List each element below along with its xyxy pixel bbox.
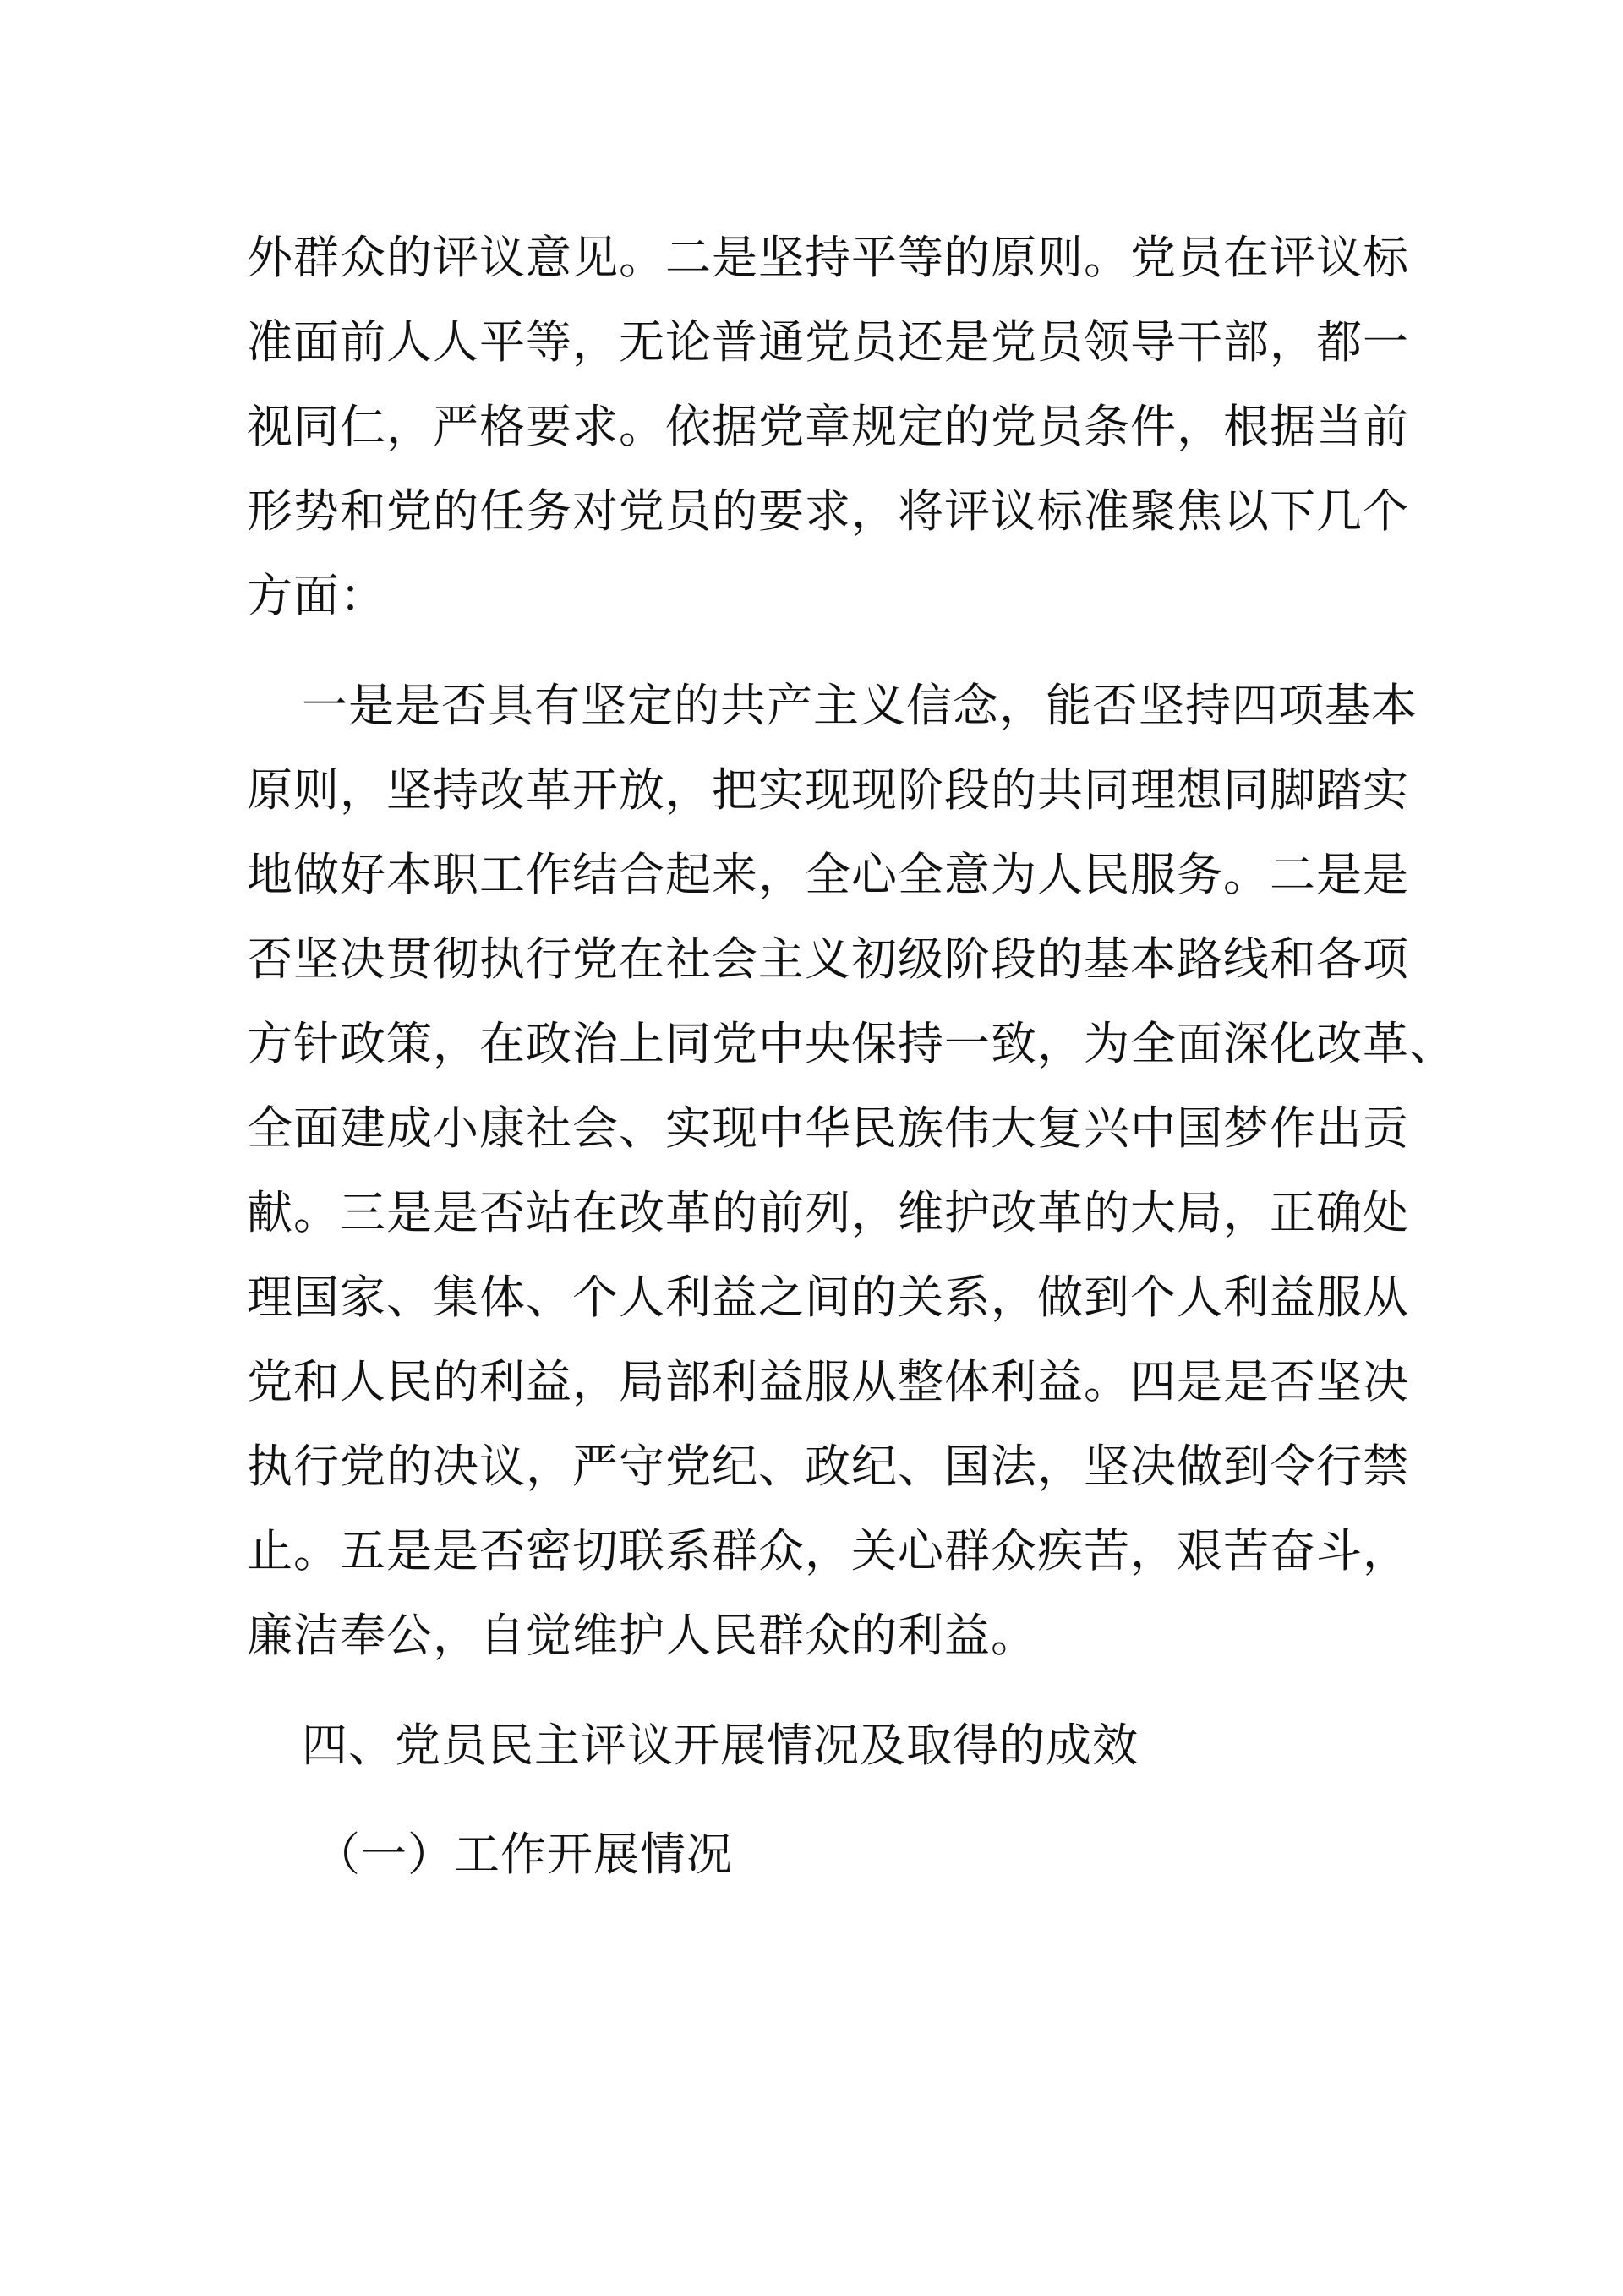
text-line: 准面前人人平等，无论普通党员还是党员领导干部，都一 (247, 315, 1409, 369)
text-line: 一是是否具有坚定的共产主义信念，能否坚持四项基本 (302, 679, 1418, 732)
text-line: 方面： (247, 569, 386, 622)
text-line: 献。三是是否站在改革的前列，维护改革的大局，正确处 (247, 1186, 1409, 1239)
text-line: 廉洁奉公，自觉维护人民群众的利益。 (247, 1609, 1037, 1662)
text-line: 视同仁，严格要求。依据党章规定的党员条件，根据当前 (247, 400, 1409, 453)
text-line: 方针政策，在政治上同党中央保持一致，为全面深化改革、 (247, 1017, 1456, 1070)
text-line: 否坚决贯彻执行党在社会主义初级阶段的基本路线和各项 (247, 932, 1409, 986)
text-line: 原则，坚持改革开放，把实现现阶段的共同理想同脚踏实 (247, 763, 1409, 817)
text-line: 地做好本职工作结合起来，全心全意为人民服务。二是是 (247, 848, 1409, 901)
text-line: 党和人民的利益，局部利益服从整体利益。四是是否坚决 (247, 1355, 1409, 1408)
text-line: 止。五是是否密切联系群众，关心群众疾苦，艰苦奋斗， (247, 1524, 1409, 1577)
subsection-heading: （一）工作开展情况 (314, 1828, 733, 1881)
text-line: 理国家、集体、个人利益之间的关系，做到个人利益服从 (247, 1271, 1409, 1324)
text-line: 形势和党的任务对党员的要求，将评议标准聚焦以下几个 (247, 484, 1409, 538)
text-line: 全面建成小康社会、实现中华民族伟大复兴中国梦作出贡 (247, 1102, 1409, 1155)
text-line: 执行党的决议，严守党纪、政纪、国法，坚决做到令行禁 (247, 1440, 1409, 1493)
text-line: 外群众的评议意见。二是坚持平等的原则。党员在评议标 (247, 231, 1409, 284)
section-heading: 四、党员民主评议开展情况及取得的成效 (302, 1719, 1139, 1772)
